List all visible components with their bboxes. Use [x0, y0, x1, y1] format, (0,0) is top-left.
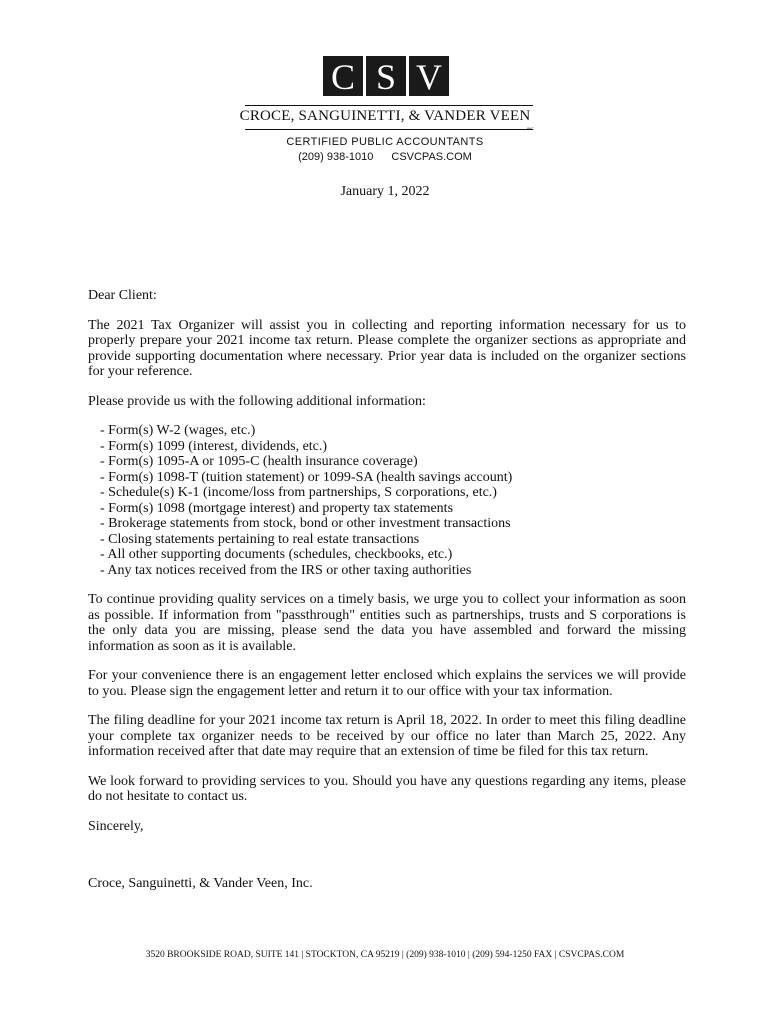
request-paragraph: Please provide us with the following additional information: — [88, 393, 426, 409]
signature: Croce, Sanguinetti, & Vander Veen, Inc. — [88, 876, 313, 891]
list-item: - Form(s) W-2 (wages, etc.) — [100, 423, 256, 438]
list-item: - Form(s) 1098-T (tuition statement) or 1099-SA (health savings account) — [100, 469, 513, 485]
engagement-paragraph: For your convenience there is an engagement letter enclosed which explains the services we will provide to you. Please sign the engagement letter and return it to our office with your tax information. — [88, 668, 686, 699]
firm-logo — [323, 56, 449, 96]
letter-date: January 1, 2022 — [340, 184, 430, 199]
firm-subtitle: CERTIFIED PUBLIC ACCOUNTANTS — [286, 136, 484, 148]
deadline-paragraph: The filing deadline for your 2021 income tax return is April 18, 2022. In order to meet this filing deadline your complete tax organizer needs to be received by our office no later than March 25, 2022. Any information received after that date may require that an extension of time be filed for this tax return. — [88, 713, 686, 759]
list-item: - Schedule(s) K-1 (income/loss from partnerships, S corporations, etc.) — [100, 485, 497, 500]
letter-body — [88, 288, 686, 906]
list-item: - Closing statements pertaining to real estate transactions — [100, 531, 420, 547]
signature-space — [88, 848, 686, 876]
salutation: Dear Client: — [88, 288, 157, 303]
document-list — [88, 423, 686, 578]
letterhead-rule-top — [245, 105, 533, 106]
signoff: Sincerely, — [88, 818, 144, 834]
intro-paragraph: The 2021 Tax Organizer will assist you in collecting and reporting information necessary for us to properly prepare your 2021 income tax return. Please complete the organizer sections as appropriate and provide supporting documentation where necessary. Prior year data is included on the organizer sections for your reference. — [88, 317, 686, 379]
list-item: - Brokerage statements from stock, bond or other investment transactions — [100, 516, 511, 531]
list-item: - Form(s) 1099 (interest, dividends, etc.) — [100, 438, 328, 454]
letterhead-phone: (209) 938-1010 — [298, 151, 374, 163]
timely-paragraph: To continue providing quality services on a timely basis, we urge you to collect your information as soon as possible. If information from "passthrough" entities such as partnerships, trusts and S corporations is the only data you are missing, please send the data you have assembled and forward the missing information as soon as it is available. — [88, 592, 686, 654]
letterhead-rule-bottom — [245, 129, 533, 130]
list-item: - Any tax notices received from the IRS or other taxing authorities — [100, 562, 472, 578]
letterhead-contact — [0, 151, 770, 163]
list-item: - All other supporting documents (schedules, checkbooks, etc.) — [100, 547, 453, 562]
logo-letter-v: V — [409, 56, 449, 96]
letterhead-website: CSVCPAS.COM — [391, 151, 472, 163]
logo-letter-c: C — [323, 56, 363, 96]
letter-footer: 3520 BROOKSIDE ROAD, SUITE 141 | STOCKTON, CA 95219 | (209) 938-1010 | (209) 594-1250 FAX | CSVCPAS.COM — [145, 950, 625, 960]
list-item: - Form(s) 1098 (mortgage interest) and property tax statements — [100, 500, 454, 516]
inc-mark: INC — [527, 126, 534, 131]
list-item: - Form(s) 1095-A or 1095-C (health insurance coverage) — [100, 454, 418, 469]
logo-letter-s: S — [366, 56, 406, 96]
firm-name: CROCE, SANGUINETTI, & VANDER VEEN — [239, 108, 531, 124]
closing-paragraph: We look forward to providing services to you. Should you have any questions regarding any items, please do not hesitate to contact us. — [88, 773, 686, 804]
